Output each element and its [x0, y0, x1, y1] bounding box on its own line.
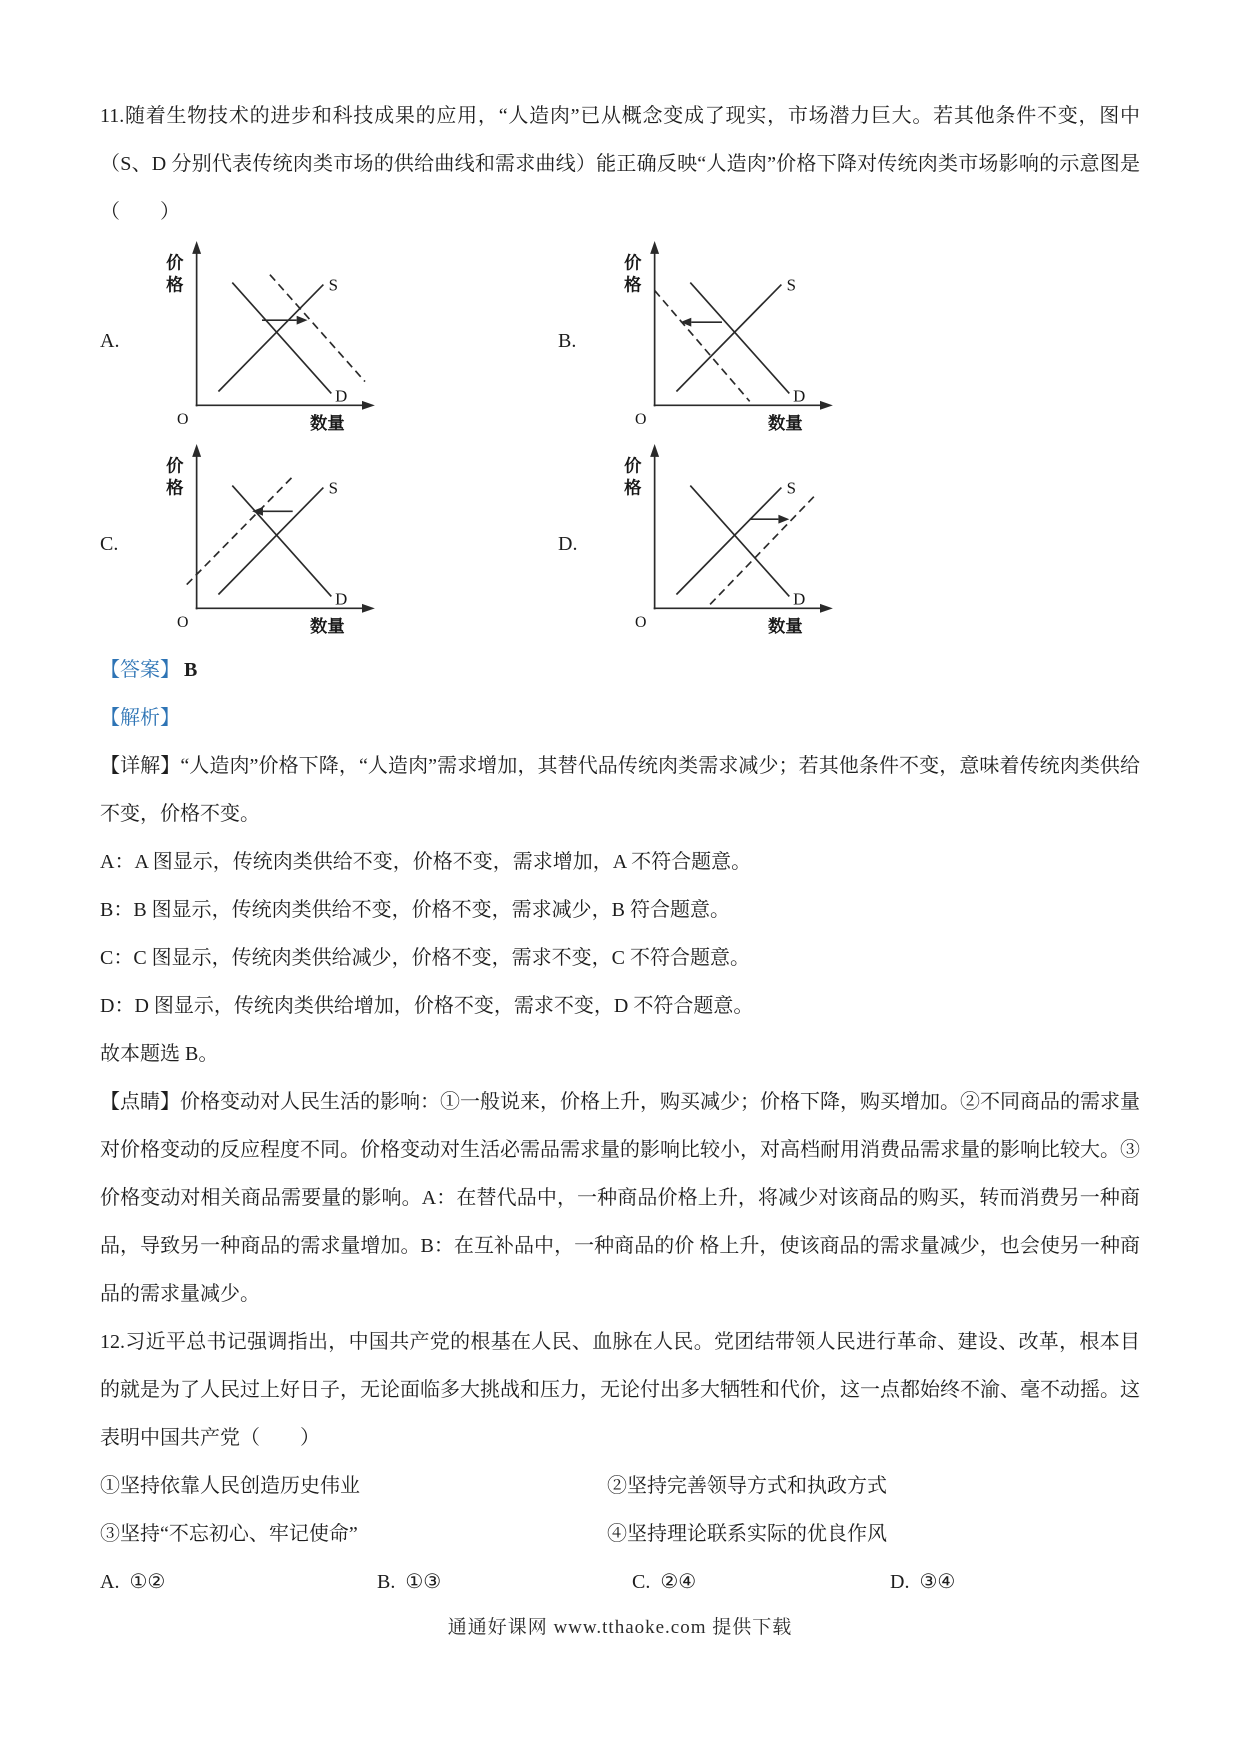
quantity-axis-label: 数量: [310, 617, 345, 637]
supply-demand-chart: [136, 440, 386, 643]
x-axis-arrowhead: [362, 604, 375, 613]
demand-curve-label: D: [793, 386, 806, 406]
tip-paragraph: 【点睛】价格变动对人民生活的影响：①一般说来，价格上升，购买减少；价格下降，购买增加。②不同商品的需求量对价格变动的反应程度不同。价格变动对生活必需品需求量的影响比较小，对高档耐用消费品需求量的影响比较大。③价格变动对相关商品需要量的影响。A：在替代品中，一种商品价格上升，将减少对该商品的购买，转而消费另一种商品，导致另一种商品的需求量增加。B：在互补品中，一种商品的价 格上升，使该商品的需求量减少，也会使另一种商品的需求量减少。: [100, 1091, 1140, 1305]
y-axis-arrowhead: [650, 241, 659, 254]
price-axis-label: 价: [624, 253, 642, 273]
quantity-axis-label: 数量: [768, 414, 803, 434]
origin-label: O: [635, 411, 647, 429]
diagram-letter-c: C.: [100, 533, 119, 555]
answer-label: 【答案】: [100, 659, 180, 681]
diagram-letter-d: D.: [558, 533, 578, 555]
q12-choice-d-value: ③④: [919, 1571, 956, 1593]
quantity-axis-label: 数量: [310, 414, 345, 434]
q12-statement-2: ②坚持完善领导方式和执政方式: [607, 1475, 887, 1497]
q12-choice-b-label: B.: [377, 1571, 396, 1593]
shift-arrowhead: [778, 515, 789, 524]
demand-curve: [232, 283, 331, 394]
supply-demand-diagram-c: [136, 440, 386, 649]
q12-choice-b: [377, 1558, 632, 1606]
price-axis-label: 格: [624, 275, 642, 295]
price-axis-label: 价: [166, 253, 184, 273]
analysis-line: [100, 694, 1140, 742]
diagram-option-c: [100, 443, 558, 646]
y-axis-arrowhead: [192, 444, 201, 457]
supply-curve-label: S: [786, 478, 796, 498]
supply-curve: [676, 488, 781, 595]
supply-demand-chart: [136, 237, 386, 440]
option-analysis-c: C：C 图显示，传统肉类供给减少，价格不变，需求不变，C 不符合题意。: [100, 947, 751, 969]
x-axis-arrowhead: [820, 604, 833, 613]
diagram-letter-a: A.: [100, 330, 120, 352]
origin-label: O: [177, 614, 189, 632]
shifted-supply-curve-dashed: [710, 495, 815, 604]
conclusion-line: 故本题选 B。: [100, 1043, 219, 1065]
price-axis-label: 格: [166, 478, 184, 498]
shifted-demand-curve-dashed: [655, 290, 750, 401]
supply-curve: [218, 488, 323, 595]
price-axis-label: 格: [166, 275, 184, 295]
supply-demand-diagram-b: [594, 237, 844, 446]
supply-curve: [676, 285, 781, 392]
site-watermark-footer: 通通好课网 www.tthaoke.com 提供下载: [447, 1617, 793, 1638]
q12-choice-c-label: C.: [632, 1571, 651, 1593]
q12-statements-row-1: [100, 1462, 1140, 1510]
demand-curve: [690, 486, 789, 597]
q12-choice-d-label: D.: [890, 1571, 910, 1593]
q12-statements-row-2: [100, 1510, 1140, 1558]
supply-demand-chart: [594, 237, 844, 440]
diagram-option-a: [100, 240, 558, 443]
diagram-option-b: [558, 240, 1140, 443]
option-analysis-d: D：D 图显示，传统肉类供给增加，价格不变，需求不变，D 不符合题意。: [100, 995, 754, 1017]
supply-curve-label: S: [328, 478, 338, 498]
diagram-option-d: [558, 443, 1140, 646]
demand-curve: [690, 283, 789, 394]
q12-stem: 12.习近平总书记强调指出，中国共产党的根基在人民、血脉在人民。党团结带领人民进行革命、建设、改革，根本目的就是为了人民过上好日子，无论面临多大挑战和压力，无论付出多大牺牲和代价，这一点都始终不渝、毫不动摇。这表明中国共产党（ ）: [100, 1331, 1140, 1449]
supply-demand-diagram-d: [594, 440, 844, 649]
document-content: [100, 0, 1140, 1650]
supply-demand-chart: [594, 440, 844, 643]
option-analysis-a: A：A 图显示，传统肉类供给不变，价格不变，需求增加，A 不符合题意。: [100, 851, 752, 873]
price-axis-label: 价: [624, 456, 642, 476]
diagram-letter-b: B.: [558, 330, 577, 352]
q12-choice-c-value: ②④: [660, 1571, 697, 1593]
x-axis-arrowhead: [820, 401, 833, 410]
demand-curve: [232, 486, 331, 597]
supply-curve-label: S: [786, 275, 796, 295]
q12-choice-c: [632, 1558, 890, 1606]
price-axis-label: 价: [166, 456, 184, 476]
q11-stem: 11.随着生物技术的进步和科技成果的应用，“人造肉”已从概念变成了现实，市场潜力巨大。若其他条件不变，图中（S、D 分别代表传统肉类市场的供给曲线和需求曲线）能正确反映“人造肉”价格下降对传统肉类市场影响的示意图是（ ）: [100, 105, 1140, 223]
detail-paragraph: 【详解】“人造肉”价格下降，“人造肉”需求增加，其替代品传统肉类需求减少；若其他条件不变，意味着传统肉类供给不变，价格不变。: [100, 755, 1140, 825]
supply-demand-diagram-a: [136, 237, 386, 446]
q12-choices-row: [100, 1558, 1140, 1606]
answer-line: [100, 646, 1140, 694]
q12-choice-b-value: ①③: [405, 1571, 442, 1593]
demand-curve-label: D: [335, 589, 348, 609]
origin-label: O: [635, 614, 647, 632]
x-axis-arrowhead: [362, 401, 375, 410]
price-axis-label: 格: [624, 478, 642, 498]
option-analysis-b: B：B 图显示，传统肉类供给不变，价格不变，需求减少，B 符合题意。: [100, 899, 731, 921]
q12-statement-1: ①坚持依靠人民创造历史伟业: [100, 1475, 360, 1497]
quantity-axis-label: 数量: [768, 617, 803, 637]
shift-arrowhead: [680, 318, 691, 327]
supply-curve: [218, 285, 323, 392]
q12-choice-a-value: ①②: [129, 1571, 166, 1593]
answer-value: B: [184, 659, 198, 681]
demand-curve-label: D: [335, 386, 348, 406]
analysis-label: 【解析】: [100, 707, 180, 729]
supply-curve-label: S: [328, 275, 338, 295]
q11-diagram-grid: [100, 240, 1140, 646]
q12-choice-a: [100, 1558, 377, 1606]
q12-statement-4: ④坚持理论联系实际的优良作风: [607, 1523, 887, 1545]
origin-label: O: [177, 411, 189, 429]
demand-curve-label: D: [793, 589, 806, 609]
q12-statement-3: ③坚持“不忘初心、牢记使命”: [100, 1523, 358, 1545]
shift-arrowhead: [297, 316, 308, 325]
q12-choice-a-label: A.: [100, 1571, 120, 1593]
y-axis-arrowhead: [650, 444, 659, 457]
q12-choice-d: [890, 1558, 1140, 1606]
y-axis-arrowhead: [192, 241, 201, 254]
